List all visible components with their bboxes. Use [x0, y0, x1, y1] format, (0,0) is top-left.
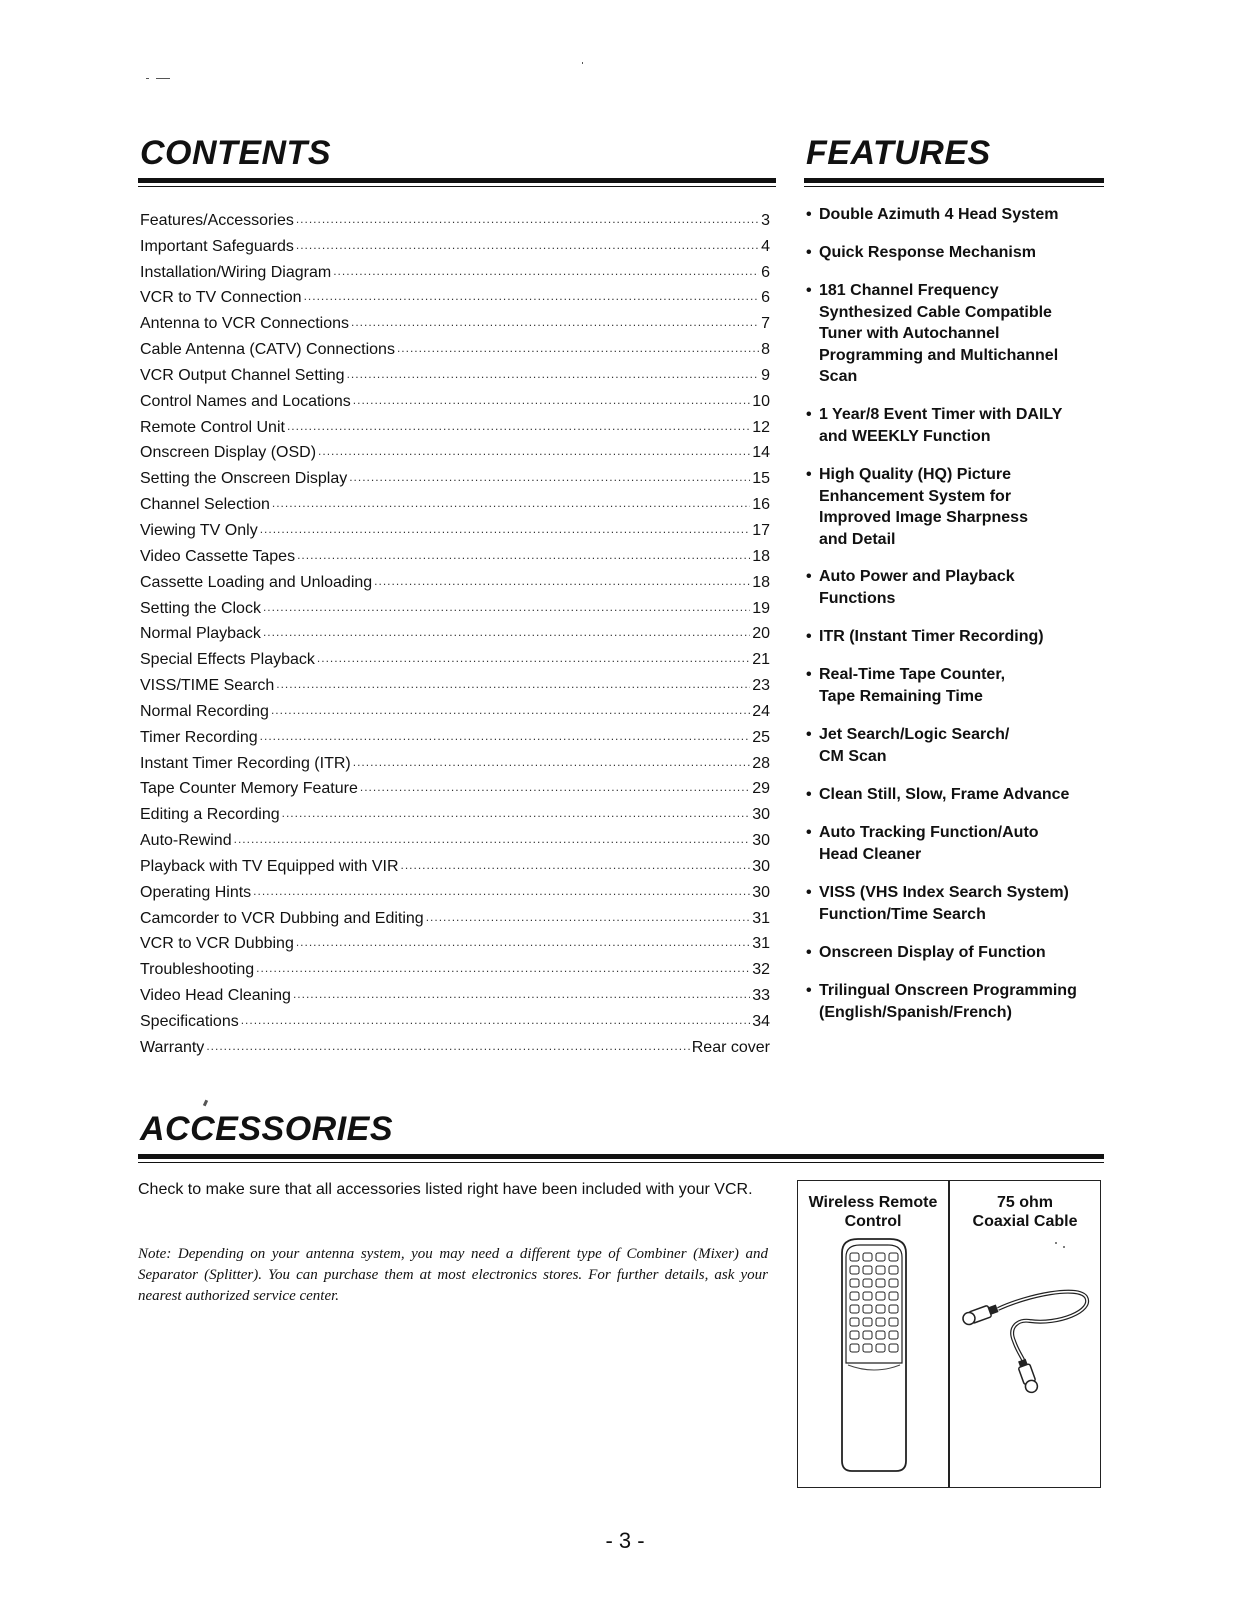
- toc-entry: [140, 488, 770, 514]
- toc-dot-leader: [349, 468, 750, 486]
- toc-dot-leader: [360, 778, 750, 796]
- accessories-rule: [138, 1154, 1104, 1163]
- contents-rule: [138, 178, 776, 187]
- toc-dot-leader: [282, 804, 751, 822]
- toc-entry: [140, 256, 770, 282]
- toc-entry: [140, 876, 770, 902]
- feature-item: [806, 784, 1119, 806]
- toc-entry-page: 7: [761, 315, 770, 333]
- toc-entry-page: 8: [761, 341, 770, 359]
- toc-dot-leader: [260, 520, 751, 538]
- toc-dot-leader: [241, 1011, 750, 1029]
- toc-entry-title: Normal Playback: [140, 625, 261, 643]
- toc-dot-leader: [296, 933, 750, 951]
- scan-speck: [156, 78, 170, 79]
- feature-text: Trilingual Onscreen Programming (English/Spanish/French): [819, 982, 1077, 1021]
- toc-entry-title: Video Cassette Tapes: [140, 547, 296, 565]
- toc-dot-leader: [272, 494, 750, 512]
- toc-entry-page: 29: [752, 780, 770, 798]
- toc-dot-leader: [351, 313, 759, 331]
- toc-dot-leader: [276, 675, 750, 693]
- toc-entry-page: 23: [752, 677, 770, 695]
- feature-item: [806, 464, 1119, 550]
- bullet-icon: •: [806, 406, 812, 423]
- toc-entry-page: 33: [752, 987, 770, 1005]
- toc-dot-leader: [353, 753, 750, 771]
- toc-entry-title: Instant Timer Recording (ITR): [140, 754, 351, 772]
- feature-item: [806, 822, 1119, 865]
- feature-item: [806, 942, 1119, 964]
- toc-dot-leader: [401, 856, 751, 874]
- toc-dot-leader: [297, 546, 750, 564]
- features-heading: FEATURES: [806, 134, 991, 172]
- toc-entry-page: 34: [752, 1013, 770, 1030]
- toc-dot-leader: [253, 882, 750, 900]
- feature-text: Double Azimuth 4 Head System: [819, 206, 1059, 223]
- toc-entry-title: Playback with TV Equipped with VIR: [140, 857, 399, 875]
- toc-entry-title: Specifications: [140, 1013, 239, 1030]
- toc-entry-page: 17: [752, 521, 770, 539]
- toc-entry: [140, 566, 770, 592]
- toc-dot-leader: [263, 598, 750, 616]
- toc-entry-page: 16: [752, 496, 770, 514]
- toc-entry-page: 30: [752, 857, 770, 875]
- toc-entry-title: Viewing TV Only: [140, 521, 258, 539]
- toc-dot-leader: [397, 339, 759, 357]
- toc-dot-leader: [296, 210, 759, 228]
- toc-entry-title: Normal Recording: [140, 702, 269, 720]
- toc-entry-page: 24: [752, 702, 770, 720]
- accessories-table: [797, 1180, 1101, 1488]
- toc-entry: [140, 928, 770, 954]
- feature-item: [806, 404, 1119, 447]
- accessory-label-remote: Wireless Remote Control: [808, 1194, 938, 1230]
- feature-item: [806, 280, 1119, 388]
- toc-dot-leader: [304, 287, 760, 305]
- toc-entry: [140, 721, 770, 747]
- toc-entry-title: VCR to VCR Dubbing: [140, 935, 294, 953]
- toc-entry-title: Important Safeguards: [140, 237, 294, 255]
- page-number: - 3 -: [605, 1528, 645, 1553]
- coaxial-cable-icon: [958, 1241, 1098, 1401]
- toc-entry-title: VISS/TIME Search: [140, 677, 275, 695]
- toc-entry-page: 30: [752, 883, 770, 901]
- feature-text: Auto Tracking Function/Auto Head Cleaner: [819, 824, 1039, 863]
- toc-entry-page: 4: [761, 237, 770, 255]
- toc-entry: [140, 824, 770, 850]
- toc-entry: [140, 850, 770, 876]
- toc-entry-title: Setting the Clock: [140, 599, 261, 617]
- scan-speck: [146, 78, 149, 79]
- toc-entry-title: Features/Accessories: [140, 211, 294, 229]
- toc-entry: [140, 1031, 770, 1057]
- toc-entry: [140, 514, 770, 540]
- toc-entry-page: 6: [761, 289, 770, 307]
- toc-entry-page: 19: [752, 599, 770, 617]
- toc-entry: [140, 385, 770, 411]
- bullet-icon: •: [806, 666, 812, 683]
- toc-entry-title: Cassette Loading and Unloading: [140, 573, 373, 591]
- toc-entry: [140, 902, 770, 928]
- feature-item: [806, 204, 1119, 226]
- bullet-icon: •: [806, 466, 812, 483]
- toc-dot-leader: [234, 830, 751, 848]
- toc-dot-leader: [374, 572, 750, 590]
- toc-entry-page: 18: [752, 573, 770, 591]
- toc-entry-title: VCR Output Channel Setting: [140, 366, 345, 384]
- feature-text: Jet Search/Logic Search/ CM Scan: [819, 726, 1010, 765]
- toc-entry-page: 28: [752, 754, 770, 772]
- bullet-icon: •: [806, 282, 812, 299]
- ink-mark: [203, 1100, 208, 1107]
- toc-dot-leader: [296, 236, 759, 254]
- feature-text: Auto Power and Playback Functions: [819, 568, 1015, 607]
- toc-entry: [140, 333, 770, 359]
- bullet-icon: •: [806, 884, 812, 901]
- toc-entry-title: Warranty: [140, 1038, 205, 1056]
- toc-entry-title: Auto-Rewind: [140, 832, 232, 850]
- toc-entry-title: Cable Antenna (CATV) Connections: [140, 341, 395, 359]
- bullet-icon: •: [806, 824, 812, 841]
- toc-entry-page: 31: [752, 909, 770, 927]
- bullet-icon: •: [806, 568, 812, 585]
- toc-entry: [140, 204, 770, 230]
- toc-entry: [140, 437, 770, 463]
- bullet-icon: •: [806, 982, 812, 999]
- bullet-icon: •: [806, 244, 812, 261]
- feature-item: [806, 626, 1119, 648]
- toc-entry-page: 30: [752, 832, 770, 850]
- toc-dot-leader: [347, 365, 760, 383]
- bullet-icon: •: [806, 786, 812, 803]
- toc-entry: [140, 411, 770, 437]
- accessories-intro: Check to make sure that all accessories listed right have been included with your VCR.: [138, 1181, 753, 1198]
- toc-dot-leader: [317, 649, 750, 667]
- toc-entry-title: Troubleshooting: [140, 961, 255, 979]
- feature-text: Real-Time Tape Counter, Tape Remaining Time: [819, 666, 1006, 705]
- toc-entry-page: 6: [761, 263, 770, 281]
- toc-entry: [140, 540, 770, 566]
- bullet-icon: •: [806, 628, 812, 645]
- accessory-label-cable: 75 ohm Coaxial Cable: [972, 1194, 1078, 1230]
- toc-entry: [140, 773, 770, 799]
- toc-entry-page: 21: [752, 651, 770, 669]
- feature-text: High Quality (HQ) Picture Enhancement System for Improved Image Sharpness and Detail: [819, 466, 1028, 548]
- toc-entry: [140, 979, 770, 1005]
- feature-item: [806, 980, 1119, 1023]
- toc-entry: [140, 618, 770, 644]
- toc-entry-title: Control Names and Locations: [140, 392, 351, 410]
- toc-entry-title: Special Effects Playback: [140, 651, 315, 669]
- toc-entry-page: 18: [752, 547, 770, 565]
- toc-entry-page: 12: [752, 418, 770, 436]
- toc-entry-page: 32: [752, 961, 770, 979]
- feature-text: ITR (Instant Timer Recording): [819, 628, 1044, 645]
- feature-text: Quick Response Mechanism: [819, 244, 1036, 261]
- toc-entry-title: Channel Selection: [140, 496, 270, 514]
- feature-item: [806, 664, 1119, 707]
- toc-dot-leader: [426, 908, 751, 926]
- toc-entry-page: Rear cover: [691, 1038, 770, 1056]
- remote-control-icon: [834, 1235, 914, 1475]
- scan-speck: [582, 62, 583, 64]
- toc-entry-title: VCR to TV Connection: [140, 289, 302, 307]
- toc-entry-title: Operating Hints: [140, 883, 252, 901]
- feature-text: 181 Channel Frequency Synthesized Cable Compatible Tuner with Autochannel Programming and Multichannel Scan: [819, 282, 1059, 385]
- feature-item: [806, 882, 1119, 925]
- toc-entry-title: Onscreen Display (OSD): [140, 444, 317, 462]
- toc-entry-title: Timer Recording: [140, 728, 258, 746]
- toc-entry: [140, 798, 770, 824]
- toc-entry-page: 31: [752, 935, 770, 953]
- toc-entry-title: Video Head Cleaning: [140, 987, 291, 1005]
- toc-entry-page: 3: [761, 211, 770, 229]
- toc-dot-leader: [206, 1037, 689, 1055]
- bullet-icon: •: [806, 726, 812, 743]
- toc-dot-leader: [271, 701, 750, 719]
- toc-entry: [140, 669, 770, 695]
- contents-heading: CONTENTS: [140, 134, 331, 172]
- contents-list: [140, 204, 770, 1057]
- toc-entry-page: 9: [761, 366, 770, 384]
- toc-entry-title: Camcorder to VCR Dubbing and Editing: [140, 909, 424, 927]
- accessories-heading: ACCESSORIES: [140, 1110, 393, 1148]
- toc-entry: [140, 359, 770, 385]
- toc-entry-title: Installation/Wiring Diagram: [140, 263, 332, 281]
- feature-text: Onscreen Display of Function: [819, 944, 1046, 961]
- accessories-note: Note: Depending on your antenna system, you may need a different type of Combiner (Mixer) and Separator (Splitter). You can purchase them at most electronics stores. For further details, ask your nearest authorized service center.: [138, 1246, 768, 1304]
- toc-dot-leader: [318, 442, 750, 460]
- toc-entry: [140, 282, 770, 308]
- toc-entry: [140, 592, 770, 618]
- toc-entry: [140, 643, 770, 669]
- feature-text: VISS (VHS Index Search System) Function/Time Search: [819, 884, 1069, 923]
- toc-dot-leader: [353, 391, 750, 409]
- feature-item: [806, 242, 1119, 264]
- toc-entry-page: 30: [752, 806, 770, 824]
- bullet-icon: •: [806, 206, 812, 223]
- toc-entry-title: Editing a Recording: [140, 806, 280, 824]
- feature-item: [806, 724, 1119, 767]
- toc-entry-title: Setting the Onscreen Display: [140, 470, 348, 488]
- toc-entry-page: 20: [752, 625, 770, 643]
- toc-entry-title: Tape Counter Memory Feature: [140, 780, 358, 798]
- toc-entry: [140, 462, 770, 488]
- bullet-icon: •: [806, 944, 812, 961]
- toc-entry-title: Antenna to VCR Connections: [140, 315, 350, 333]
- toc-dot-leader: [263, 623, 750, 641]
- toc-entry: [140, 307, 770, 333]
- toc-dot-leader: [287, 417, 750, 435]
- toc-entry-page: 15: [752, 470, 770, 488]
- feature-item: [806, 566, 1119, 609]
- toc-dot-leader: [293, 985, 750, 1003]
- toc-entry-title: Remote Control Unit: [140, 418, 285, 436]
- toc-entry: [140, 747, 770, 773]
- toc-entry: [140, 230, 770, 256]
- feature-text: 1 Year/8 Event Timer with DAILY and WEEKLY Function: [819, 406, 1063, 445]
- feature-text: Clean Still, Slow, Frame Advance: [819, 786, 1070, 803]
- toc-dot-leader: [333, 262, 759, 280]
- toc-entry: [140, 1005, 770, 1031]
- toc-entry-page: 25: [752, 728, 770, 746]
- features-rule: [804, 178, 1104, 187]
- toc-entry-page: 10: [752, 392, 770, 410]
- toc-entry-page: 14: [752, 444, 770, 462]
- toc-entry: [140, 695, 770, 721]
- toc-dot-leader: [260, 727, 751, 745]
- toc-dot-leader: [256, 959, 750, 977]
- toc-entry: [140, 953, 770, 979]
